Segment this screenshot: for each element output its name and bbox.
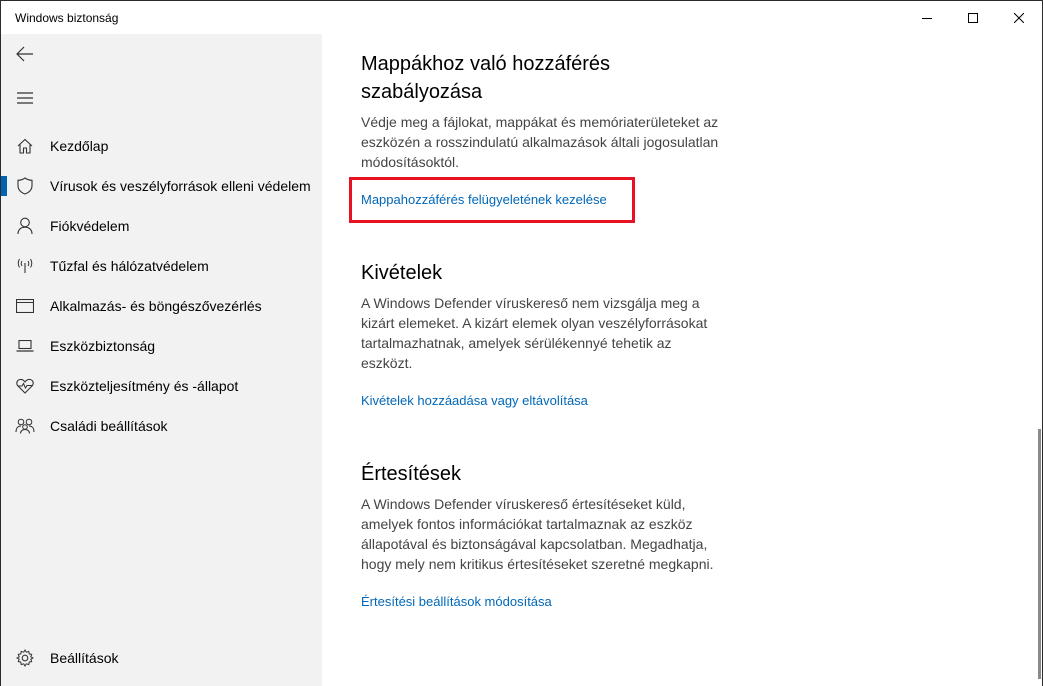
sidebar-item-label: Eszközteljesítmény és -állapot <box>50 378 239 394</box>
section-description: A Windows Defender víruskereső értesítéseket küld, amelyek fontos információkat tartalmaznak az eszköz állapotával és biztonságával kapcsolatban. Megadhatja, hogy mely nem kritikus értesítéseket szeretné megkapni. <box>361 496 714 572</box>
sidebar-item-label: Kezdőlap <box>50 138 109 154</box>
window-title: Windows biztonság <box>15 10 119 25</box>
highlight-annotation-box <box>349 177 635 223</box>
sidebar-item-settings[interactable] <box>1 638 322 678</box>
sidebar-item-label: Eszközbiztonság <box>50 338 156 354</box>
vertical-scrollbar-thumb[interactable] <box>1038 429 1041 679</box>
sidebar-item-home[interactable] <box>1 126 322 166</box>
wireless-antenna-icon <box>1 246 49 286</box>
close-icon <box>1014 13 1024 23</box>
sidebar-item-label: Tűzfal és hálózatvédelem <box>50 258 209 274</box>
sidebar-item-app-browser-control[interactable] <box>1 286 322 326</box>
sidebar-item-label: Fiókvédelem <box>50 218 130 234</box>
section-description: Védje meg a fájlokat, mappákat és memóriaterületeket az eszközén a rosszindulatú alkalmazások általi jogosulatlan módosításoktól. <box>361 114 719 170</box>
back-button[interactable] <box>1 34 49 74</box>
sidebar-item-label: Vírusok és veszélyforrások elleni védelem <box>50 178 311 194</box>
home-icon <box>1 126 49 166</box>
shield-icon <box>1 166 49 206</box>
sidebar <box>1 34 322 686</box>
change-notification-settings-link[interactable]: Értesítési beállítások módosítása <box>361 594 552 609</box>
sidebar-item-account-protection[interactable] <box>1 206 322 246</box>
maximize-button[interactable] <box>950 1 996 34</box>
minimize-icon <box>922 13 932 23</box>
manage-controlled-folder-access-link[interactable]: Mappahozzáférés felügyeletének kezelése <box>361 192 607 207</box>
section-notifications <box>361 460 721 611</box>
laptop-icon <box>1 326 49 366</box>
sidebar-item-label: Beállítások <box>50 650 119 666</box>
browser-window-icon <box>1 286 49 326</box>
section-title: Kivételek <box>361 262 443 284</box>
section-title: Értesítések <box>361 463 462 485</box>
section-description: A Windows Defender víruskereső nem vizsgálja meg a kizárt elemeket. A kizárt elemek olyan veszélyforrásokat tartalmazhatnak, amelyek sérülékennyé tehetik az eszközt. <box>361 295 708 371</box>
sidebar-item-device-security[interactable] <box>1 326 322 366</box>
add-remove-exclusions-link[interactable]: Kivételek hozzáadása vagy eltávolítása <box>361 393 588 408</box>
family-icon <box>1 406 49 446</box>
hamburger-menu-icon <box>17 92 33 104</box>
sidebar-item-label: Alkalmazás- és böngészővezérlés <box>50 298 262 314</box>
title-bar <box>1 1 1042 34</box>
section-exclusions <box>361 259 721 410</box>
person-icon <box>1 206 49 246</box>
sidebar-item-firewall[interactable] <box>1 246 322 286</box>
back-arrow-icon <box>16 46 34 62</box>
gear-icon <box>1 638 49 678</box>
maximize-icon <box>968 13 978 23</box>
main-content <box>322 34 1042 686</box>
sidebar-item-device-performance[interactable] <box>1 366 322 406</box>
sidebar-item-family-options[interactable] <box>1 406 322 446</box>
hamburger-menu-button[interactable] <box>1 78 49 118</box>
sidebar-item-label: Családi beállítások <box>50 418 168 434</box>
minimize-button[interactable] <box>904 1 950 34</box>
close-button[interactable] <box>996 1 1042 34</box>
section-title: Mappákhoz való hozzáférés szabályozása <box>361 53 611 103</box>
window-controls <box>904 1 1042 34</box>
nav-list <box>1 126 322 446</box>
heart-pulse-icon <box>1 366 49 406</box>
sidebar-item-virus-protection[interactable] <box>1 166 322 206</box>
